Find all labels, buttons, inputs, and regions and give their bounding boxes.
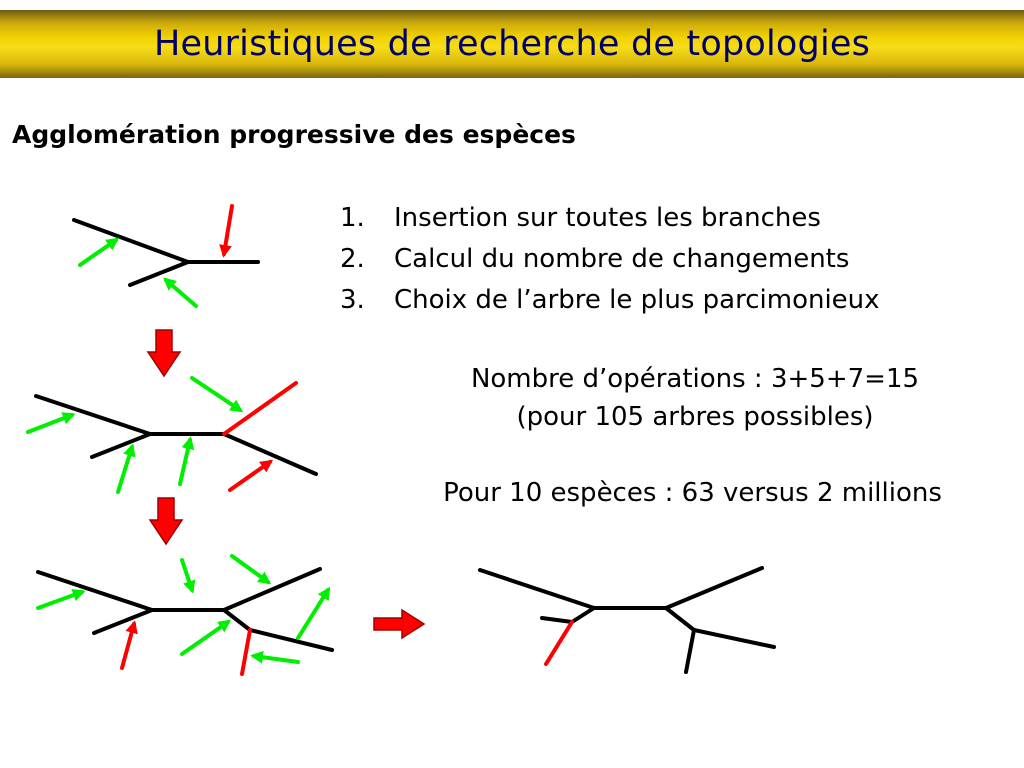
slide-title: Heuristiques de recherche de topologies (153, 24, 871, 64)
tree-branch (92, 434, 150, 457)
tree-branch (130, 262, 188, 285)
tree-three-species (74, 220, 258, 285)
section-heading: Agglomération progressive des espèces (12, 120, 576, 149)
chosen-arrow (122, 624, 134, 668)
step-number: 2. (340, 244, 365, 274)
candidate-arrow (38, 592, 82, 608)
tree-branch (666, 608, 694, 630)
step-text: Insertion sur toutes les branches (394, 203, 821, 233)
tree-branch (250, 630, 332, 650)
tree-branch (694, 630, 774, 647)
candidate-arrow (192, 378, 240, 410)
candidate-arrow (28, 415, 72, 432)
tree-branch (36, 396, 150, 434)
down-arrow-icon (150, 498, 182, 544)
possible-trees-line: (pour 105 arbres possibles) (516, 402, 874, 432)
inserted-branch (546, 622, 572, 664)
tree-branch (38, 572, 152, 610)
step-number: 1. (340, 203, 365, 233)
tree-branch (224, 569, 320, 610)
tree-branch (480, 570, 594, 608)
operations-line: Nombre d’opérations : 3+5+7=15 (470, 364, 920, 394)
comparison-text: Pour 10 espèces : 63 versus 2 millions (443, 478, 942, 508)
tree-four-species (36, 383, 316, 474)
tree-five-species (38, 569, 332, 674)
step-text: Choix de l’arbre le plus parcimonieux (394, 285, 880, 315)
chosen-arrow (230, 462, 270, 490)
tree-branch (542, 618, 572, 622)
inserted-branch (242, 630, 250, 674)
tree-branch (572, 608, 594, 622)
tree-branch (94, 610, 152, 633)
candidate-arrow (80, 240, 116, 265)
final-tree (480, 568, 774, 672)
candidate-arrow (182, 622, 228, 654)
chosen-arrow (224, 206, 232, 254)
step-text: Calcul du nombre de changements (394, 244, 850, 274)
candidate-arrow (232, 556, 268, 582)
candidate-arrow (182, 560, 192, 590)
tree-branch (686, 630, 694, 672)
step-number: 3. (340, 285, 365, 315)
tree-branch (666, 568, 762, 608)
insertion-arrows-tree1 (80, 206, 232, 306)
candidate-arrow (118, 447, 132, 492)
candidate-arrow (166, 280, 196, 306)
tree-branch (224, 434, 316, 474)
candidate-arrow (180, 440, 190, 484)
tree-branch (224, 610, 250, 630)
candidate-arrow (298, 590, 328, 638)
right-arrow-icon (374, 610, 424, 638)
candidate-arrow (254, 656, 298, 662)
down-arrow-icon (148, 330, 180, 376)
